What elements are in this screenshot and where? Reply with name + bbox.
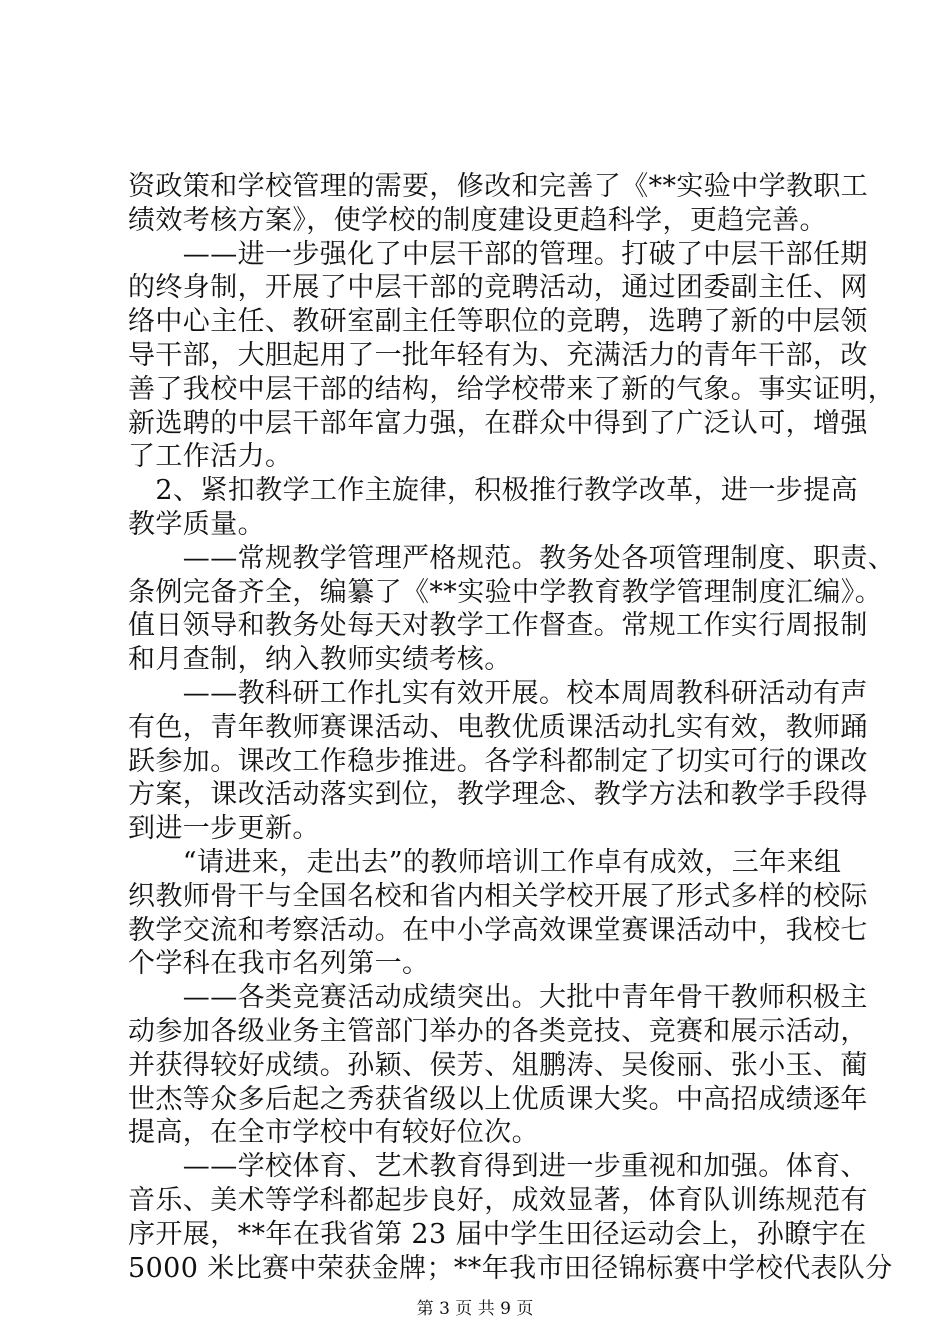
text-line: 方案，课改活动落实到位，教学理念、教学方法和教学手段得 (128, 779, 868, 811)
text-line: 新选聘的中层干部年富力强，在群众中得到了广泛认可，增强 (128, 407, 868, 439)
text-line: 音乐、美术等学科都起步良好，成效显著，体育队训练规范有 (128, 1184, 868, 1216)
text-line: 织教师骨干与全国名校和省内相关学校开展了形式多样的校际 (128, 880, 868, 912)
text-line: ——教科研工作扎实有效开展。校本周周教科研活动有声 (128, 677, 868, 709)
text-line: 个学科在我市名列第一。 (128, 948, 430, 980)
text-line: 5000 米比赛中荣获金牌；**年我市田径锦标赛中学校代表队分 (128, 1252, 893, 1284)
text-line: 跃参加。课改工作稳步推进。各学科都制定了切实可行的课改 (128, 745, 868, 777)
text-line: ——常规教学管理严格规范。教务处各项管理制度、职责、 (128, 542, 896, 574)
text-line: 导干部，大胆起用了一批年轻有为、充满活力的青年干部，改 (128, 339, 868, 371)
text-line: “请进来，走出去”的教师培训工作卓有成效，三年来组 (128, 846, 842, 878)
text-line: 善了我校中层干部的结构，给学校带来了新的气象。事实证明， (128, 373, 896, 405)
text-line: ——各类竞赛活动成绩突出。大批中青年骨干教师积极主 (128, 982, 868, 1014)
text-line: 2、紧扣教学工作主旋律，积极推行教学改革，进一步提高 (128, 475, 858, 507)
text-line: 教学质量。 (128, 508, 265, 540)
text-line: 提高，在全市学校中有较好位次。 (128, 1117, 539, 1149)
text-line: 序开展，**年在我省第 23 届中学生田径运动会上，孙瞭宇在 (128, 1218, 867, 1250)
text-line: 了工作活力。 (128, 441, 293, 473)
text-line: 动参加各级业务主管部门举办的各类竞技、竞赛和展示活动， (128, 1015, 868, 1047)
text-line: 的终身制，开展了中层干部的竞聘活动，通过团委副主任、网 (128, 272, 868, 304)
text-line: ——学校体育、艺术教育得到进一步重视和加强。体育、 (128, 1151, 868, 1183)
text-line: 有色，青年教师赛课活动、电教优质课活动扎实有效，教师踊 (128, 711, 868, 743)
text-line: 到进一步更新。 (128, 813, 320, 845)
text-line: ——进一步强化了中层干部的管理。打破了中层干部任期 (128, 238, 868, 270)
text-line: 和月查制，纳入教师实绩考核。 (128, 644, 512, 676)
text-line: 值日领导和教务处每天对教学工作督查。常规工作实行周报制 (128, 610, 868, 642)
text-line: 资政策和学校管理的需要，修改和完善了《**实验中学教职工 (128, 171, 869, 202)
text-line: 条例完备齐全，编纂了《**实验中学教育教学管理制度汇编》。 (128, 576, 883, 608)
text-line: 绩效考核方案》，使学校的制度建设更趋科学，更趋完善。 (128, 204, 827, 236)
document-body (128, 170, 896, 1285)
text-line: 络中心主任、教研室副主任等职位的竞聘，选聘了新的中层领 (128, 306, 868, 338)
page-number-footer: 第 3 页 共 9 页 (416, 1299, 534, 1319)
text-line: 教学交流和考察活动。在中小学高效课堂赛课活动中，我校七 (128, 914, 868, 946)
text-line: 世杰等众多后起之秀获省级以上优质课大奖。中高招成绩逐年 (128, 1083, 868, 1115)
text-line: 并获得较好成绩。孙颖、侯芳、俎鹏涛、吴俊丽、张小玉、蔺 (128, 1049, 868, 1081)
